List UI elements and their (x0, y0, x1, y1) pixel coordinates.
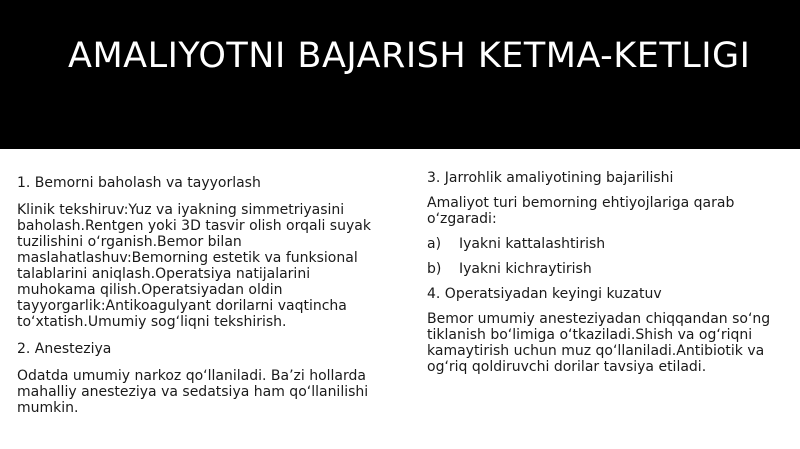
section-2-heading: 2. Anesteziya (17, 341, 112, 357)
list-marker: a) (427, 236, 442, 252)
section-1-body: Klinik tekshiruv:Yuz va iyakning simmetriyasini baholash.Rentgen yoki 3D tasvir olish orqali suyak tuzilishini o‘rganish.Bemor bilan maslahatlashuv:Bemorning estetik va funksional talablarini aniqlash.Operatsiya natijalarini muhokama qilish.Operatsiyadan oldin tayyorgarlik:Antikoagulyant dorilarni vaqtincha to‘xtatish.Umumiy sog‘liqni tekshirish. (17, 202, 371, 330)
list-marker: b) (427, 261, 442, 277)
section-2-body: Odatda umumiy narkoz qo‘llaniladi. Ba’zi hollarda mahalliy anesteziya va sedatsiya ham qo‘llanilishi mumkin. (17, 368, 369, 416)
list-item (427, 236, 782, 252)
left-column (17, 170, 372, 416)
section-3-heading: 3. Jarrohlik amaliyotining bajarilishi (427, 170, 674, 186)
title-bar (0, 0, 800, 149)
section-4-body: Bemor umumiy anesteziyadan chiqqandan so‘ng tiklanish bo‘limiga o‘tkaziladi.Shish va og‘riqni kamaytirish uchun muz qo‘llaniladi.Antibiotik va og‘riq qoldiruvchi dorilar tavsiya etiladi. (427, 311, 771, 375)
list-item-text: Iyakni kichraytirish (459, 261, 592, 277)
list-item-text: Iyakni kattalashtirish (459, 236, 606, 252)
section-4-heading: 4. Operatsiyadan keyingi kuzatuv (427, 286, 662, 302)
list-item (427, 261, 782, 277)
slide-title: AMALIYOTNI BAJARISH KETMA-KETLIGI (68, 36, 751, 76)
right-column (427, 170, 782, 375)
section-1-heading: 1. Bemorni baholash va tayyorlash (17, 175, 261, 191)
section-3-body: Amaliyot turi bemorning ehtiyojlariga qarab o‘zgaradi: (427, 195, 735, 227)
